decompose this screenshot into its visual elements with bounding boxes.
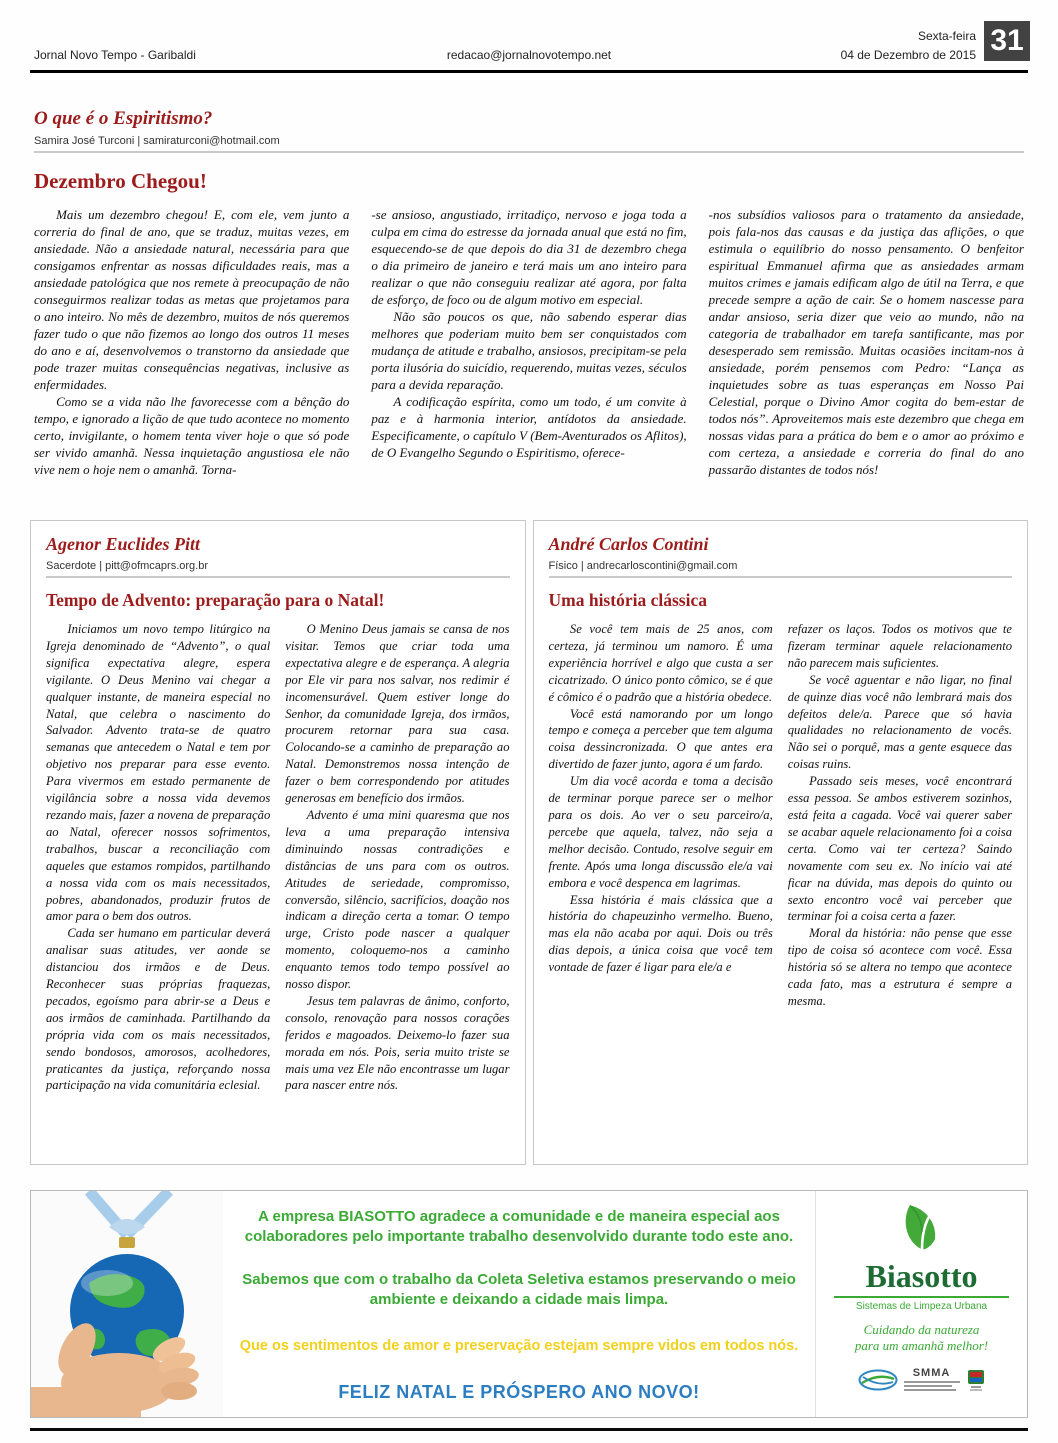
masthead-title: Jornal Novo Tempo - Garibaldi bbox=[34, 48, 196, 62]
paragraph: Passado seis meses, você encontrará essa pessoa. Se ambos estiverem sozinhos, está feita a cagada. Você vai querer saber se acabar aquele relacionamento foi a coisa certa. Como vai ter certeza? Saindo novamente com seu ex. No início vai até ficar na dúvida, mas depois do quinto ou sexto encontro você vai perceber que terminar foi a coisa certa a fazer. bbox=[787, 774, 1012, 924]
byline-divider bbox=[549, 576, 1013, 578]
paragraph: Jesus tem palavras de ânimo, conforto, consolo, renovação para nossos corações feridos e magoados. Deixemo-lo fazer sua morada em nós. Pois, seria muito triste se mais uma vez Ele não encontrasse um lugar para nascer entre nós. bbox=[285, 993, 510, 1093]
article-column bbox=[34, 206, 349, 478]
article-column bbox=[549, 621, 773, 1010]
prefeitura-crest-icon bbox=[966, 1368, 986, 1392]
paragraph: A codificação espírita, como um todo, é um convite à paz e à harmonia interior, antídotos da ansiedade. Especificamente, o capítulo V (Bem-Aventurados os Aflitos), de O Evangelho Segundo o Espiritismo, oferece- bbox=[371, 394, 687, 460]
biasotto-leaf-icon bbox=[896, 1201, 948, 1253]
paragraph: Não são poucos os que, não sabendo esperar dias melhores que poderiam muito bem ser conquistados com mudança de atitude e trabalho, ansiosos, precipitam-se pela porta ilusória do suicídio, requerendo, muitas vezes, séculos para a devida reparação. bbox=[371, 309, 687, 392]
paragraph: Advento é uma mini quaresma que nos leva a uma preparação intensiva diminuindo nossas contradições e distâncias de uns para com os outros. Atitudes de seriedade, compromisso, conversão, silêncio, sacrifícios, doação nos indicam a direção certa a tomar. O tempo urge, Cristo pode nascer a qualquer momento, coloquemo-nos a caminho enquanto temos todo tempo possível ao nosso dispor. bbox=[285, 807, 510, 992]
advert-line-wishes: Que os sentimentos de amor e preservação estejam sempre vidos em todos nós. bbox=[239, 1338, 799, 1354]
biasotto-logo-block bbox=[815, 1191, 1027, 1417]
article-historia-classica bbox=[533, 520, 1029, 1165]
article-column bbox=[46, 621, 270, 1094]
byline: Sacerdote | pitt@ofmcaprs.org.br bbox=[46, 560, 208, 572]
paragraph: Iniciamos um novo tempo litúrgico na Igreja denominado de “Advento”, o qual significa expectativa alegre, espera vigilante. O Deus Menino vai chegar a qualquer instante, de maneira especial no Natal, que celebra o nascimento do Salvador. Advento trata-se de quatro semanas que antecedem o Natal e tem por objetivo nos preparar para esse evento. Para vivermos em estado permanente de vigilância sobre a nossa vida devemos rezando mais, fazer a novena de preparação ao Natal, oferecer nossos sofrimentos, trabalhos, buscar a reconciliação com aqueles que estamos rompidos, partilhando a nossa vida com os mais necessitados, pobres, abandonados, produzir frutos de amor para o bem dos outros. bbox=[46, 622, 271, 924]
advert-line-feliz-natal: FELIZ NATAL E PRÓSPERO ANO NOVO! bbox=[338, 1382, 700, 1402]
smma-logo-block bbox=[826, 1367, 1017, 1393]
paragraph: Se você aguentar e não ligar, no final de quinze dias você não lembrará mais dos defeitos dele/a. Parece que só havia qualidades no relacionamento de vocês. Não sei o porquê, mas a gente esquece das coisas ruins. bbox=[787, 672, 1012, 772]
article-columns bbox=[549, 621, 1013, 1010]
author-name: Agenor Euclides Pitt bbox=[46, 534, 201, 554]
paragraph: Se você tem mais de 25 anos, com certeza, já terminou um namoro. É uma experiência horrível e algo que custa a ser cicatrizado. O único ponto cômico, se é que é cômico é o padrão que a história obedece. bbox=[548, 622, 773, 704]
byline: Físico | andrecarloscontini@gmail.com bbox=[548, 560, 738, 572]
advert-text-block bbox=[223, 1191, 815, 1417]
paragraph: -se ansioso, angustiado, irritadiço, nervoso e joga toda a culpa em cima do estresse da jornada anual que está no fim, esquecendo-se de que depois do dia 31 de dezembro chega o dia primeiro de janeiro e terá mais um ano inteiro para realizar o que não conseguiu realizar até agora, por falta de esforço, de foco ou de algum motivo em especial. bbox=[371, 207, 687, 307]
slogan-line-1: Cuidando da natureza bbox=[863, 1322, 980, 1337]
smma-fine-print bbox=[904, 1381, 960, 1391]
paragraph: Cada ser humano em particular deverá analisar suas atitudes, ver aonde se distanciou dos irmãos e de Deus. Reconhecer suas próprias fraquezas, pecados, egoísmo para abrir-se a Deus e aos irmãos de caminhada. Partilhando da própria vida com os mais necessitados, sendo bondosos, amorosos, acolhedores, praticantes da justiça, reforçando nossa participação na vida comunitária eclesial. bbox=[46, 926, 271, 1093]
column-section-title: O que é o Espiritismo? bbox=[34, 108, 213, 129]
page-number-badge: 31 bbox=[984, 21, 1030, 61]
smma-label: SMMA bbox=[912, 1366, 951, 1379]
paragraph: O Menino Deus jamais se cansa de nos visitar. Temos que criar toda uma expectativa alegre e de esperança. A alegria por Ele vir para nos salvar, nos redimir é incomensurável. Quem estiver longe do Senhor, da comunidade Igreja, dos irmãos, procurem retornar para sua casa. Colocando-se a caminho de preparação ao Natal. Demonstremos nossa intenção de fazer o bem correspondendo por atitudes generosas em benefício dos irmãos. bbox=[285, 622, 510, 806]
article-espiritismo bbox=[34, 108, 1024, 478]
hand-holding-globe-image bbox=[31, 1191, 223, 1417]
masthead-day: Sexta-feira bbox=[917, 29, 976, 43]
advert-line-coleta: Sabemos que com o trabalho da Coleta Seletiva estamos preservando o meio ambiente e deixando a cidade mais limpa. bbox=[242, 1270, 796, 1308]
masthead-date: 04 de Dezembro de 2015 bbox=[840, 48, 976, 62]
article-column bbox=[709, 206, 1024, 478]
masthead-email: redacao@jornalnovotempo.net bbox=[446, 48, 612, 62]
article-column bbox=[285, 621, 509, 1094]
article-title: Dezembro Chegou! bbox=[34, 169, 207, 193]
byline-divider bbox=[46, 576, 510, 578]
article-column bbox=[788, 621, 1012, 1010]
paragraph: Você está namorando por um longo tempo e começa a perceber que tem alguma coisa dessincronizada. O que antes era divertido de fazer junto, agora é um fardo. bbox=[548, 706, 773, 772]
paragraph: refazer os laços. Todos os motivos que te fizeram terminar aquele relacionamento não parecem mais suficientes. bbox=[787, 622, 1012, 670]
byline-divider bbox=[34, 151, 1024, 153]
article-columns bbox=[34, 206, 1024, 478]
article-columns bbox=[46, 621, 510, 1094]
author-name: André Carlos Contini bbox=[548, 534, 709, 554]
article-column bbox=[371, 206, 686, 478]
biasotto-advertisement bbox=[30, 1190, 1028, 1418]
biasotto-logotype: Biasotto bbox=[865, 1258, 978, 1294]
masthead-divider bbox=[30, 70, 1028, 73]
biasotto-tagline: Sistemas de Limpeza Urbana bbox=[855, 1301, 988, 1312]
advert-line-thanks: A empresa BIASOTTO agradece a comunidade e de maneira especial aos colaboradores pelo importante trabalho desenvolvido durante todo este ano. bbox=[244, 1208, 794, 1246]
paragraph: Mais um dezembro chegou! E, com ele, vem junto a correria do final de ano, que se traduz, muitas vezes, em ansiedade. Não a ansiedade natural, necessária para que consigamos enfrentar as nossas dificuldades reais, mas a ansiedade patológica que nos remete à preocupação de não conseguirmos realizar todas as metas que projetamos para o ano inteiro. No mês de dezembro, muitos de nós queremos fazer tudo o que não fizemos ao longo dos outros 11 meses do ano e aí, desenvolvemos o transtorno da ansiedade que pode trazer muitas consequências negativas, inclusive as enfermidades. bbox=[34, 207, 350, 392]
globe-ornament-illustration bbox=[31, 1191, 223, 1417]
byline: Samira José Turconi | samiraturconi@hotmail.com bbox=[34, 135, 280, 147]
slogan-line-2: para um amanhã melhor! bbox=[854, 1338, 989, 1354]
paragraph: Como se a vida não lhe favorecesse com a bênção do tempo, e ignorado a lição de que tudo acontece no momento certo, invigilante, o homem tenta viver hoje o que só pode ser vivido amanhã. Nessa inquietação angustiosa ele não vive nem o hoje nem o amanhã. Torna- bbox=[34, 394, 350, 477]
article-advento bbox=[30, 520, 526, 1165]
paragraph: Um dia você acorda e toma a decisão de terminar porque parece ser o melhor para os dois. Ao ver o seu parceiro/a, percebe que aquela, talvez, não seja a melhor decisão. Contudo, resolve seguir em frente. Após uma longa discussão ele/a vai embora e você despenca em lagrimas. bbox=[548, 774, 773, 890]
article-title: Tempo de Advento: preparação para o Natal! bbox=[46, 590, 385, 610]
middle-articles-row bbox=[30, 520, 1028, 1165]
smma-globe-icon bbox=[858, 1369, 898, 1391]
paragraph: Essa história é mais clássica que a história do chapeuzinho vermelho. Bueno, mas ela não acaba por aqui. Dois ou três dias depois, a única coisa que você tem vontade de fazer é ligar para ele/a e bbox=[548, 892, 773, 975]
biasotto-slogan bbox=[826, 1322, 1017, 1355]
paragraph: Moral da história: não pense que esse tipo de coisa só acontece com você. Essa história só se altera no tempo que acontece cada fato, mas a estrutura é sempre a mesma. bbox=[787, 926, 1012, 1008]
paragraph: -nos subsídios valiosos para o tratamento da ansiedade, pois fala-nos das causas e da justiça das aflições, o que estimula o equilíbrio do nosso pensamento. O benfeitor espiritual Emmanuel afirma que as ansiedades armam muitos crimes e jamais edificam algo de útil na Terra, e que precede sempre a ação de cair. Se o homem nascesse para andar ansioso, seria dizer que veio ao mundo, não na categoria de trabalhador em tarefa santificante, mas por desesperado sem remissão. Muitas ocasiões incitam-nos à ansiedade, porém pensemos com Pedro: “Lança as inquietudes sobre as tuas esperanças em Nosso Pai Celestial, porque o Divino Amor cogita do bem-estar de todos nós”. Aproveitemos mais este dezembro que chega em nossas vidas para a prática do bem e o amor ao próximo e com certeza, a ansiedade e correria do final do ano passarão distantes de todos nós! bbox=[708, 207, 1024, 477]
article-title: Uma história clássica bbox=[548, 590, 707, 610]
page-footer-divider bbox=[30, 1428, 1028, 1431]
logo-divider bbox=[834, 1296, 1009, 1298]
